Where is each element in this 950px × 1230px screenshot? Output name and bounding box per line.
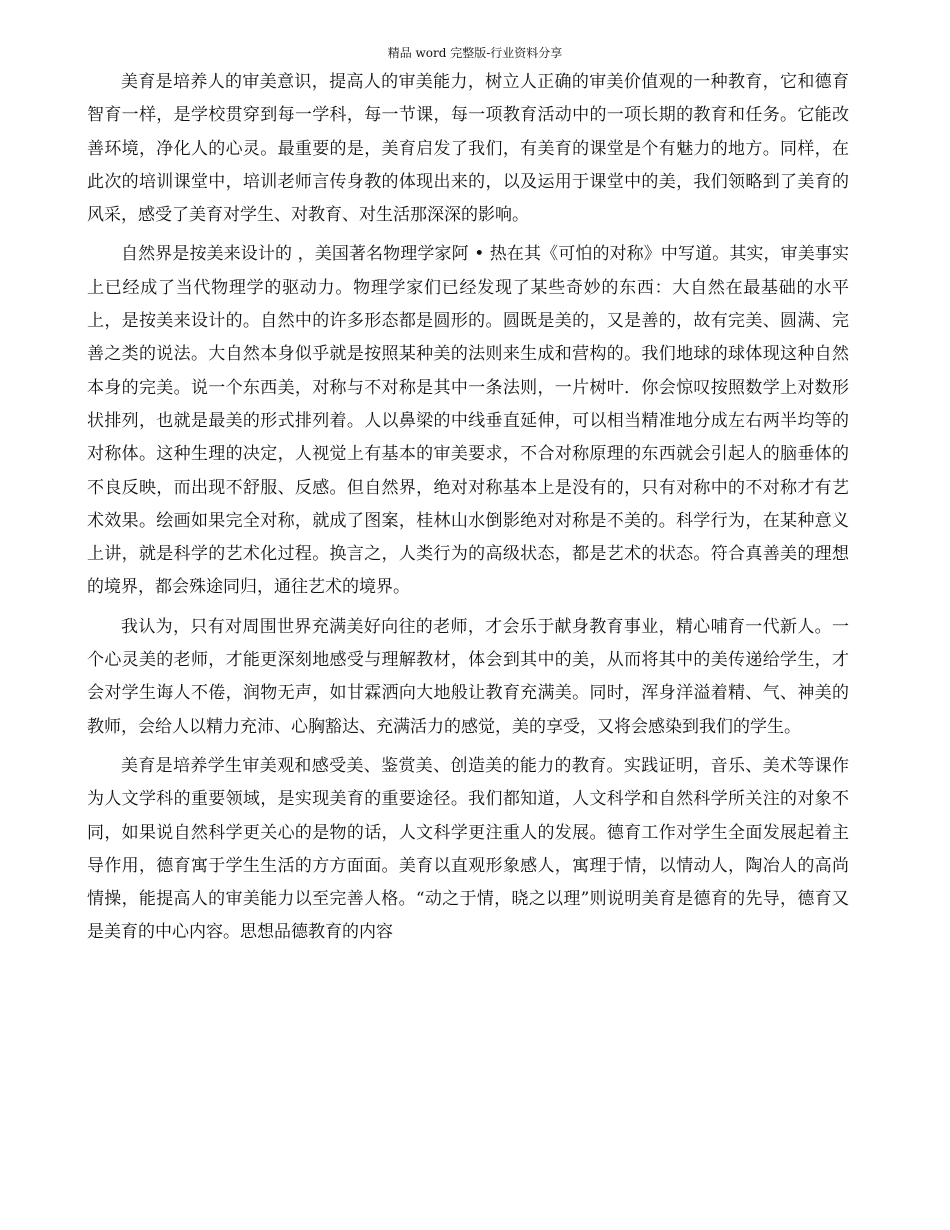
page-header: 精品 word 完整版-行业资料分享 <box>387 46 563 60</box>
paragraph-1: 美育是培养人的审美意识，提高人的审美能力，树立人正确的审美价值观的一种教育，它和德育智育一样，是学校贯穿到每一学科，每一节课，每一项教育活动中的一项长期的教育和任务。它能改善环境，净化人的心灵。最重要的是，美育启发了我们，有美育的课堂是个有魅力的地方。同样，在此次的培训课堂中，培训老师言传身教的体现出来的，以及运用于课堂中的美，我们领略到了美育的风采，感受了美育对学生、对教育、对生活那深深的影响。 <box>87 72 849 226</box>
paragraph-2: 自然界是按美来设计的 ，美国著名物理学家阿 • 热在其《可怕的对称》中写道。其实，审美事实上已经成了当代物理学的驱动力。物理学家们已经发现了某些奇妙的东西：大自然在最基础的水平上，是按美来设计的。自然中的许多形态都是圆形的。圆既是美的，又是善的，故有完美、圆满、完善之类的说法。大自然本身似乎就是按照某种美的法则来生成和营构的。我们地球的球体现这种自然本身的完美。说一个东西美，对称与不对称是其中一条法则，一片树叶．你会惊叹按照数学上对数形状排列，也就是最美的形式排列着。人以鼻梁的中线垂直延伸，可以相当精准地分成左右两半均等的对称体。这种生理的决定，人视觉上有基本的审美要求，不合对称原理的东西就会引起人的脑垂体的不良反映，而出现不舒服、反感。但自然界，绝对对称基本上是没有的，只有对称中的不对称才有艺术效果。绘画如果完全对称，就成了图案，桂林山水倒影绝对对称是不美的。科学行为，在某种意义上讲，就是科学的艺术化过程。换言之，人类行为的高级状态，都是艺术的状态。符合真善美的理想的境界，都会殊途同归，通往艺术的境界。 <box>87 244 849 598</box>
document-body <box>87 66 849 956</box>
paragraph-4: 美育是培养学生审美观和感受美、鉴赏美、创造美的能力的教育。实践证明，音乐、美术等课作为人文学科的重要领域，是实现美育的重要途径。我们都知道，人文科学和自然科学所关注的对象不同，如果说自然科学更关心的是物的话，人文科学更注重人的发展。德育工作对学生全面发展起着主导作用，德育寓于学生生活的方方面面。美育以直观形象感人，寓理于情，以情动人，陶冶人的高尚情操，能提高人的审美能力以至完善人格。“动之于情，晓之以理”则说明美育是德育的先导，德育又是美育的中心内容。思想品德教育的内容 <box>87 755 849 943</box>
paragraph-3: 我认为，只有对周围世界充满美好向往的老师，才会乐于献身教育事业，精心哺育一代新人。一个心灵美的老师，才能更深刻地感受与理解教材，体会到其中的美，从而将其中的美传递给学生，才会对学生诲人不倦，润物无声，如甘霖洒向大地般让教育充满美。同时，浑身洋溢着精、气、神美的教师，会给人以精力充沛、心胸豁达、充满活力的感觉，美的享受，又将会感染到我们的学生。 <box>87 616 849 737</box>
